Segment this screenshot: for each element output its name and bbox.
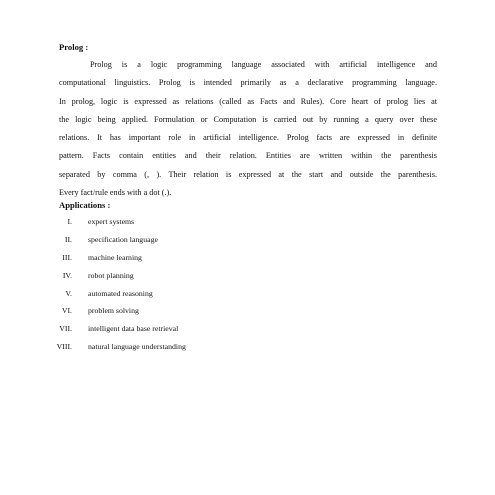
paragraph-line: the logic being applied. Formulation or Computation is carried out by running a query over these <box>59 114 437 124</box>
paragraph-line: separated by comma (, ). Their relation is expressed at the start and outside the parenthesis. <box>59 169 437 179</box>
list-item-text: automated reasoning <box>88 288 153 298</box>
list-item-text: problem solving <box>88 306 139 316</box>
list-item-text: specification language <box>88 234 158 244</box>
list-item <box>0 253 495 263</box>
paragraph-line: relations. It has important role in artificial intelligence. Prolog facts are expressed in definite <box>59 133 437 143</box>
paragraph-line: Every fact/rule ends with a dot (.). <box>59 188 172 198</box>
section-heading-applications: Applications : <box>59 200 111 210</box>
paragraph-line: In prolog, logic is expressed as relations (called as Facts and Rules). Core heart of prolog lies at <box>59 96 437 106</box>
section-heading-prolog: Prolog : <box>59 42 89 52</box>
list-item-text: expert systems <box>88 217 135 226</box>
list-item-text: robot planning <box>88 270 134 280</box>
list-numeral: VIII. <box>56 342 72 352</box>
applications-list <box>0 217 495 360</box>
list-numeral: III. <box>62 252 72 262</box>
list-item-text: intelligent data base retrieval <box>88 324 179 334</box>
paragraph-line: pattern. Facts contain entities and their relation. Entities are written within the parenthesis <box>59 151 437 161</box>
list-numeral: V. <box>65 288 72 298</box>
paragraph-line: computational linguistics. Prolog is intended primarily as a declarative programming language. <box>59 78 437 88</box>
list-numeral: II. <box>64 234 72 244</box>
list-item <box>0 271 495 281</box>
list-item <box>0 306 495 316</box>
list-item <box>0 289 495 299</box>
paragraph-line: Prolog is a logic programming language associated with artificial intelligence and <box>90 60 437 69</box>
list-item <box>0 342 495 352</box>
list-item-text: machine learning <box>88 252 142 262</box>
list-item <box>0 235 495 245</box>
prolog-paragraph <box>59 60 437 206</box>
list-numeral: IV. <box>62 270 72 280</box>
list-item <box>0 217 495 227</box>
list-numeral: VII. <box>59 324 72 334</box>
list-item <box>0 324 495 334</box>
list-numeral: VI. <box>61 306 72 316</box>
list-numeral: I. <box>67 217 72 226</box>
list-item-text: natural language understanding <box>88 342 186 352</box>
